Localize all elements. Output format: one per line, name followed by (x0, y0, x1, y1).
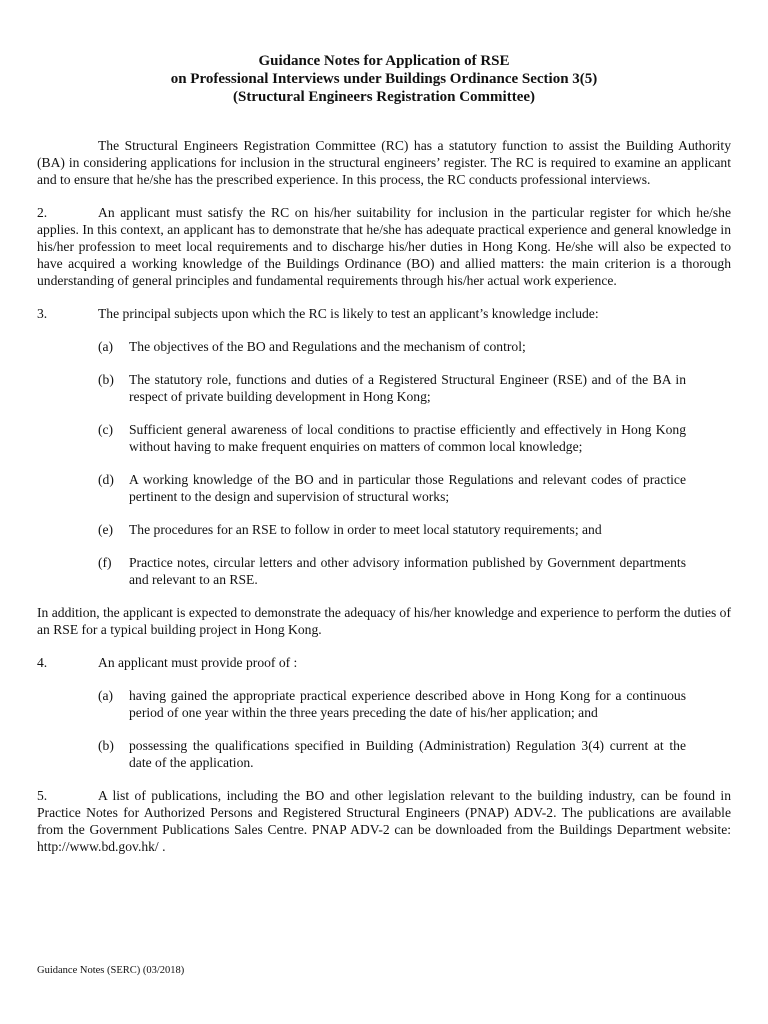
list-item (37, 421, 731, 455)
list-item-text: Sufficient general awareness of local conditions to practise efficiently and effectively in Hong Kong without having to make frequent enquiries on matters of common local knowledge; (129, 422, 686, 454)
list-item (37, 737, 731, 771)
document-body (37, 137, 731, 871)
list-item-label: (e) (98, 522, 114, 537)
list-item (37, 471, 731, 505)
list-item (37, 554, 731, 588)
paragraph-3-closing: In addition, the applicant is expected to demonstrate the adequacy of his/her knowledge and experience to perform the duties of an RSE for a typical building project in Hong Kong. (37, 605, 731, 637)
list-item-text: Practice notes, circular letters and other advisory information published by Government departments and relevant to an RSE. (129, 555, 686, 587)
paragraph-4-intro (37, 654, 731, 671)
title-line-3: (Structural Engineers Registration Committee) (232, 89, 535, 105)
list-item-text: The statutory role, functions and duties of a Registered Structural Engineer (RSE) and of the BA in respect of private building development in Hong Kong; (129, 372, 686, 404)
list-item (37, 521, 731, 538)
paragraph-4-list (37, 687, 731, 771)
document-title (0, 52, 768, 106)
list-item (37, 371, 731, 405)
paragraph-4-intro-text: An applicant must provide proof of : (98, 655, 298, 670)
paragraph-3-intro (37, 305, 731, 322)
list-item-label: (a) (98, 688, 114, 703)
list-item-label: (b) (98, 372, 114, 387)
document-footer: Guidance Notes (SERC) (03/2018) (37, 965, 185, 976)
list-item-text: The objectives of the BO and Regulations and the mechanism of control; (129, 339, 526, 354)
paragraph-3-number: 3. (37, 306, 48, 321)
list-item-text: A working knowledge of the BO and in particular those Regulations and relevant codes of practice pertinent to the design and supervision of structural works; (129, 472, 686, 504)
paragraph-2 (37, 204, 731, 289)
paragraph-1-text: The Structural Engineers Registration Committee (RC) has a statutory function to assist the Building Authority (BA) in considering applications for inclusion in the structural engineers’ register. The RC is required to examine an applicant and to ensure that he/she has the prescribed experience. In this process, the RC conducts professional interviews. (37, 138, 731, 187)
list-item-text: The procedures for an RSE to follow in order to meet local statutory requirements; and (129, 522, 602, 537)
list-item (37, 687, 731, 721)
list-item-label: (f) (98, 555, 112, 570)
list-item-text: having gained the appropriate practical experience described above in Hong Kong for a continuous period of one year within the three years preceding the date of his/her application; and (129, 688, 686, 720)
paragraph-3-list (37, 338, 731, 588)
list-item-text: possessing the qualifications specified in Building (Administration) Regulation 3(4) current at the date of the application. (129, 738, 686, 770)
paragraph-3-intro-text: The principal subjects upon which the RC is likely to test an applicant’s knowledge include: (98, 306, 599, 321)
paragraph-1 (37, 137, 731, 188)
paragraph-5-number: 5. (37, 788, 48, 803)
paragraph-5 (37, 787, 731, 855)
list-item-label: (d) (98, 472, 114, 487)
paragraph-4-number: 4. (37, 655, 48, 670)
list-item-label: (b) (98, 738, 114, 753)
title-line-1: Guidance Notes for Application of RSE (258, 53, 510, 69)
paragraph-5-text: A list of publications, including the BO and other legislation relevant to the building industry, can be found in Practice Notes for Authorized Persons and Registered Structural Engineers (PNAP) ADV-2. The publications are available from the Government Publications Sales Centre. PNAP ADV-2 can be downloaded from the Buildings Department website: http://www.bd.gov.hk/ . (37, 788, 731, 854)
list-item-label: (c) (98, 422, 114, 437)
paragraph-2-number: 2. (37, 205, 48, 220)
title-line-2: on Professional Interviews under Buildings Ordinance Section 3(5) (170, 71, 598, 87)
list-item-label: (a) (98, 339, 114, 354)
list-item (37, 338, 731, 355)
paragraph-2-text: An applicant must satisfy the RC on his/her suitability for inclusion in the particular register for which he/she applies. In this context, an applicant has to demonstrate that he/she has adequate practical experience and general knowledge in his/her profession to meet local requirements and to discharge his/her duties in Hong Kong. He/she will also be expected to have acquired a working knowledge of the Buildings Ordinance (BO) and allied matters: the main criterion is a thorough understanding of general principles and fundamental requirements through his/her actual work experience. (37, 205, 731, 288)
